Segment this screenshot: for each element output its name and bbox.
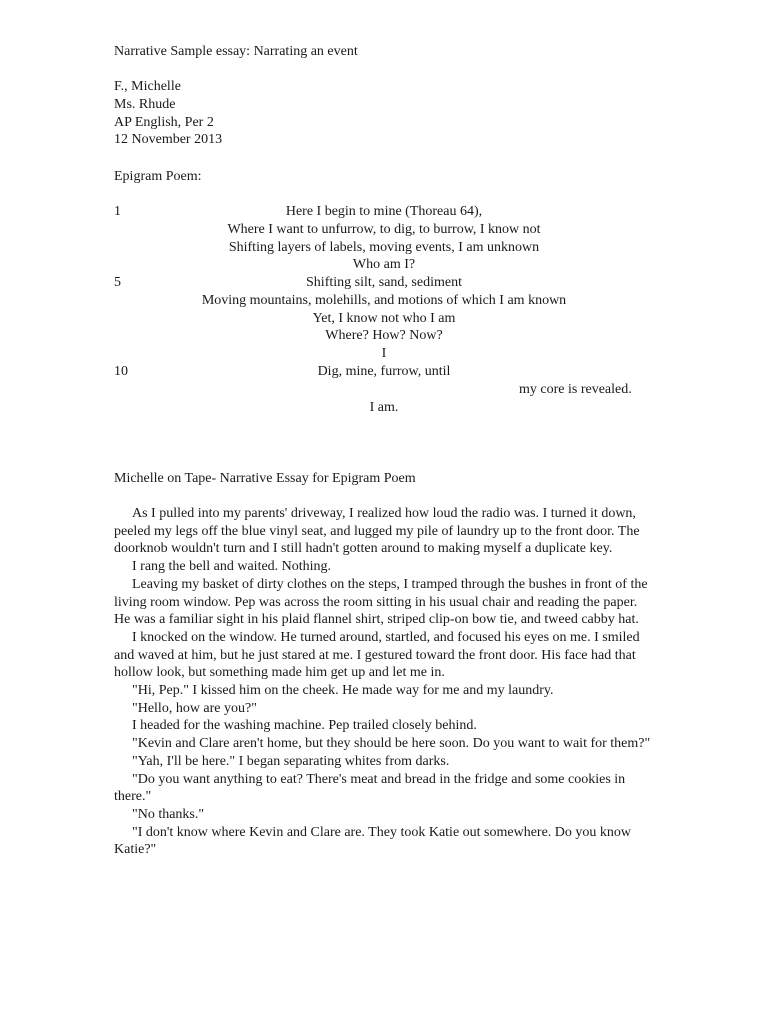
essay-body xyxy=(114,505,654,859)
poem-line-number: 5 xyxy=(114,275,121,290)
poem-line: Here I begin to mine (Thoreau 64), xyxy=(285,204,483,219)
poem-line-number: 10 xyxy=(114,364,128,379)
essay-paragraph: "Do you want anything to eat? There's meat and bread in the fridge and some cookies in there." xyxy=(114,771,626,805)
essay-paragraph: "I don't know where Kevin and Clare are. They took Katie out somewhere. Do you know Katie?" xyxy=(114,824,632,858)
essay-paragraph: "Hello, how are you?" xyxy=(132,700,257,716)
poem-line: I am. xyxy=(369,400,399,415)
poem-line: my core is revealed. xyxy=(519,382,632,397)
poem-line: Where I want to unfurrow, to dig, to burrow, I know not xyxy=(227,222,541,237)
essay-paragraph: I knocked on the window. He turned around, startled, and focused his eyes on me. I smiled and waved at him, but he just stared at me. I gestured toward the front door. His face had that hollow look, but something made him get up and let me in. xyxy=(114,629,640,681)
essay-paragraph: "Yah, I'll be here." I began separating whites from darks. xyxy=(132,753,450,769)
poem-line: Shifting silt, sand, sediment xyxy=(306,275,462,290)
essay-paragraph: I rang the bell and waited. Nothing. xyxy=(132,559,332,575)
poem-line: Where? How? Now? xyxy=(325,328,443,343)
course-name: AP English, Per 2 xyxy=(114,115,214,130)
poem-line-number: 1 xyxy=(114,204,121,219)
document-title: Narrative Sample essay: Narrating an event xyxy=(114,44,358,59)
essay-paragraph: "No thanks." xyxy=(132,806,205,822)
essay-paragraph: As I pulled into my parents' driveway, I realized how loud the radio was. I turned it down, peeled my legs off the blue vinyl seat, and lugged my pile of laundry up to the front door. The doorknob wouldn't turn and I still hadn't gotten around to making myself a duplicate key. xyxy=(114,506,640,557)
essay-paragraph: "Kevin and Clare aren't home, but they should be here soon. Do you want to wait for them?" xyxy=(132,736,651,752)
poem-line: Dig, mine, furrow, until xyxy=(317,364,451,379)
author-name: F., Michelle xyxy=(114,79,181,94)
essay-paragraph: "Hi, Pep." I kissed him on the cheek. He made way for me and my laundry. xyxy=(132,683,554,699)
poem-heading: Epigram Poem: xyxy=(114,169,202,184)
teacher-name: Ms. Rhude xyxy=(114,97,176,112)
essay-title: Michelle on Tape- Narrative Essay for Epigram Poem xyxy=(114,471,416,486)
poem-line: Shifting layers of labels, moving events, I am unknown xyxy=(228,240,540,255)
essay-paragraph: Leaving my basket of dirty clothes on the steps, I tramped through the bushes in front of the living room window. Pep was across the room sitting in his usual chair and reading the paper. He was a familiar sight in his plaid flannel shirt, striped clip-on bow tie, and tweed cabby hat. xyxy=(114,576,648,628)
poem-line: Moving mountains, molehills, and motions of which I am known xyxy=(201,293,567,308)
poem-line: Who am I? xyxy=(352,257,416,272)
poem-line: I xyxy=(381,346,387,361)
essay-paragraph: I headed for the washing machine. Pep trailed closely behind. xyxy=(132,718,477,734)
poem-line: Yet, I know not who I am xyxy=(312,311,456,326)
document-date: 12 November 2013 xyxy=(114,132,223,147)
